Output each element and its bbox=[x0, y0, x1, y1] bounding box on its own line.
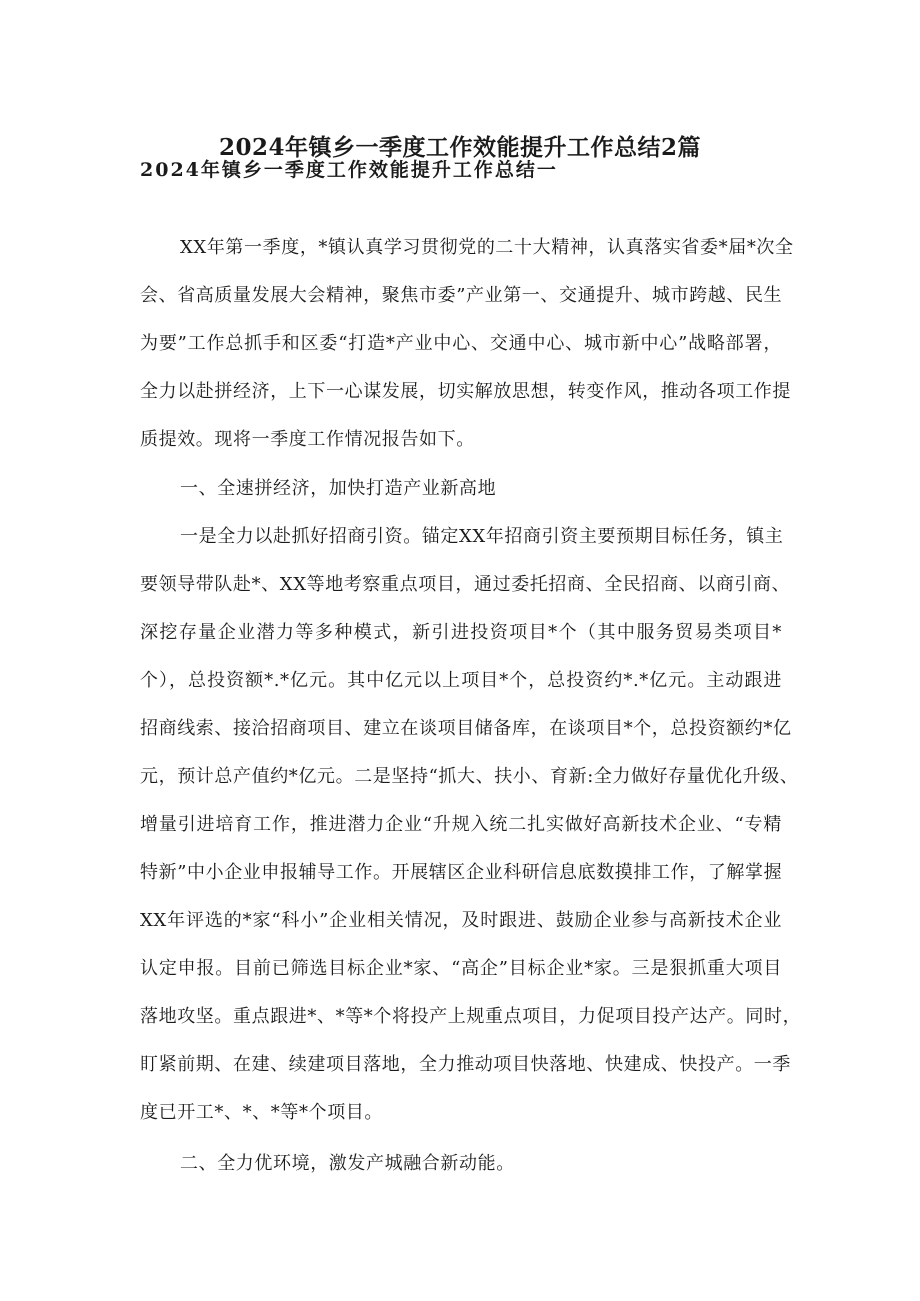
paragraph-line: 全力以赴拼经济，上下一心谋发展，切实解放思想，转变作风，推动各项工作提 bbox=[140, 381, 791, 402]
paragraph-line: 认定申报。目前已筛选目标企业*家、“高企”目标企业*家。三是狠抓重大项目 bbox=[140, 958, 782, 979]
paragraph-line: 个），总投资额*.*亿元。其中亿元以上项目*个，总投资约*.*亿元。主动跟进 bbox=[140, 670, 782, 691]
paragraph-line: 特新”中小企业申报辅导工作。开展辖区企业科研信息底数摸排工作，了解掌握 bbox=[140, 862, 783, 883]
paragraph-line: 落地攻坚。重点跟进*、*等*个将投产上规重点项目，力促项目投产达产。同时， bbox=[140, 1006, 802, 1027]
paragraph-line: XX年第一季度，*镇认真学习贯彻党的二十大精神，认真落实省委*届*次全 bbox=[180, 237, 794, 258]
section-heading: 二、全力优环境，激发产城融合新动能。 bbox=[180, 1153, 515, 1174]
paragraph-line: 要领导带队赴*、XX等地考察重点项目，通过委托招商、全民招商、以商引商、 bbox=[140, 574, 791, 595]
paragraph-line: 盯紧前期、在建、续建项目落地，全力推动项目快落地、快建成、快投产。一季 bbox=[140, 1054, 791, 1075]
section-heading: 一、全速拼经济，加快打造产业新高地 bbox=[180, 478, 497, 499]
paragraph-line: 深挖存量企业潜力等多种模式，新引进投资项目*个（其中服务贸易类项目* bbox=[140, 622, 782, 643]
paragraph-line: 会、省高质量发展大会精神，聚焦市委”产业第一、交通提升、城市跨越、民生 bbox=[140, 285, 783, 306]
paragraph-line: 一是全力以赴抓好招商引资。锚定XX年招商引资主要预期目标任务，镇主 bbox=[180, 526, 784, 547]
paragraph-line: 质提效。现将一季度工作情况报告如下。 bbox=[140, 429, 475, 450]
paragraph-line: 元，预计总产值约*亿元。二是坚持“抓大、扶小、育新:全力做好存量优化升级、 bbox=[140, 766, 799, 787]
document-title: 2024年镇乡一季度工作效能提升工作总结2篇 bbox=[218, 134, 702, 161]
paragraph-line: 增量引进培育工作，推进潜力企业“升规入统二扎实做好高新技术企业、“专精 bbox=[140, 814, 782, 835]
paragraph-line: 为要”工作总抓手和区委“打造*产业中心、交通中心、城市新中心”战略部署， bbox=[140, 333, 782, 354]
paragraph-line: 招商线索、接洽招商项目、建立在谈项目储备库，在谈项目*个，总投资额约*亿 bbox=[140, 718, 792, 739]
section-subtitle: 2024年镇乡一季度工作效能提升工作总结一 bbox=[140, 159, 558, 181]
paragraph-line: 度已开工*、*、*等*个项目。 bbox=[140, 1102, 383, 1123]
paragraph-line: XX年评选的*家“科小”企业相关情况，及时跟进、鼓励企业参与高新技术企业 bbox=[140, 910, 782, 931]
